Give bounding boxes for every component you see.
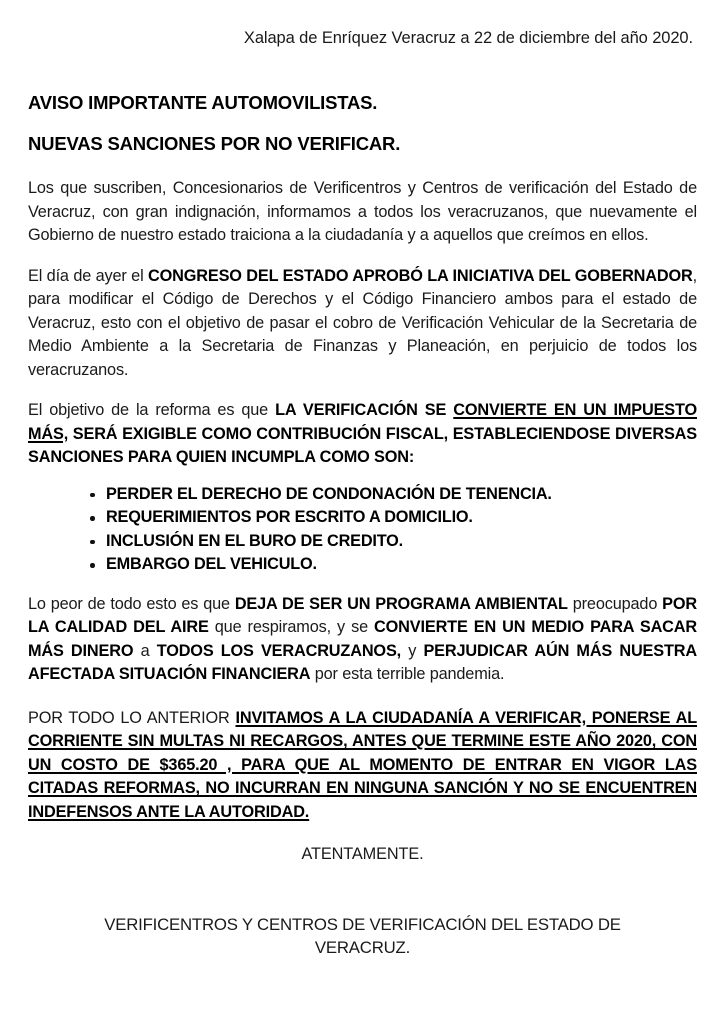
- congreso-rest: , para modificar el Código de Derechos y el Código Financiero ambos para el estado de Veracruz, esto con el objetivo de pasar el cobro de Verificación Vehicular de la Secretaria de Medio Ambiente a la Secretaria de Finanzas y Planeación, en perjuicio de todos los veracruzanos.: [28, 266, 697, 379]
- paragraph-peor: [28, 577, 697, 687]
- closing-salutation: ATENTAMENTE.: [301, 845, 424, 864]
- peor-seg-4: a: [133, 641, 157, 660]
- final-lead: POR TODO LO ANTERIOR: [28, 708, 236, 727]
- peor-bold-5: PERJUDICAR AÚN MÁS NUESTRA AFECTADA SITUACIÓN FINANCIERA: [28, 641, 697, 684]
- page-title: AVISO IMPORTANTE AUTOMOVILISTAS.: [28, 91, 378, 113]
- peor-bold-2: POR LA CALIDAD DEL AIRE: [28, 594, 697, 637]
- objetivo-underlined: CONVIERTE EN UN IMPUESTO MÁS,: [28, 401, 698, 443]
- paragraph-final: [28, 687, 697, 825]
- list-item: PERDER EL DERECHO DE CONDONACIÓN DE TENENCIA.: [90, 483, 697, 507]
- objetivo-bold-2: SERÁ EXIGIBLE COMO CONTRIBUCIÓN FISCAL, ESTABLECIENDOSE DIVERSAS SANCIONES PARA QUIEN INCUMPLA COMO SON:: [28, 424, 697, 467]
- peor-bold-1: DEJA DE SER UN PROGRAMA AMBIENTAL: [234, 594, 568, 613]
- page-subtitle: NUEVAS SANCIONES POR NO VERIFICAR.: [28, 132, 401, 154]
- date-line: Xalapa de Enríquez Veracruz a 22 de diciembre del año 2020.: [243, 29, 693, 47]
- signature-block: VERIFICENTROS Y CENTROS DE VERIFICACIÓN DEL ESTADO DE VERACRUZ.: [104, 915, 621, 958]
- list-item: REQUERIMIENTOS POR ESCRITO A DOMICILIO.: [90, 506, 697, 530]
- peor-seg-5: y: [401, 641, 424, 660]
- peor-seg-3: que respiramos, y se: [208, 618, 375, 637]
- paragraph-congreso: [28, 248, 697, 383]
- peor-seg-6: por esta terrible pandemia.: [310, 665, 505, 684]
- peor-bold-4: TODOS LOS VERACRUZANOS,: [156, 641, 402, 660]
- congreso-lead: El día de ayer el: [28, 266, 149, 285]
- peor-seg-1: Lo peor de todo esto es que: [28, 594, 235, 613]
- objetivo-lead: El objetivo de la reforma es que: [28, 401, 276, 420]
- final-underlined: INVITAMOS A LA CIUDADANÍA A VERIFICAR, PONERSE AL CORRIENTE SIN MULTAS NI RECARGOS, ANTES QUE TERMINE ESTE AÑO 2020, CON UN COSTO DE $365.20 , PARA QUE AL MOMENTO DE ENTRAR EN VIGOR LAS CITADAS REFORMAS, NO INCURRAN EN NINGUNA SANCIÓN Y NO SE ENCUENTREN INDEFENSOS ANTE LA AUTORIDAD.: [28, 708, 697, 821]
- peor-bold-3: CONVIERTE EN UN MEDIO PARA SACAR MÁS DINERO: [28, 618, 698, 660]
- list-item: EMBARGO DEL VEHICULO.: [90, 553, 697, 577]
- paragraph-intro: Los que suscriben, Concesionarios de Verificentros y Centros de verificación del Estado de Veracruz, con gran indignación, informamos a todos los veracruzanos, que nuevamente el Gobierno de nuestro estado traiciona a la ciudadanía y a aquellos que creímos en ellos.: [28, 179, 697, 245]
- list-item: INCLUSIÓN EN EL BURO DE CREDITO.: [90, 530, 697, 554]
- paragraph-objetivo: [28, 382, 697, 470]
- peor-seg-2: preocupado: [567, 594, 663, 613]
- congreso-bold: CONGRESO DEL ESTADO APROBÓ LA INICIATIVA DEL GOBERNADOR: [148, 266, 693, 285]
- objetivo-bold-1: LA VERIFICACIÓN SE: [275, 401, 454, 420]
- sanctions-list: [28, 470, 697, 577]
